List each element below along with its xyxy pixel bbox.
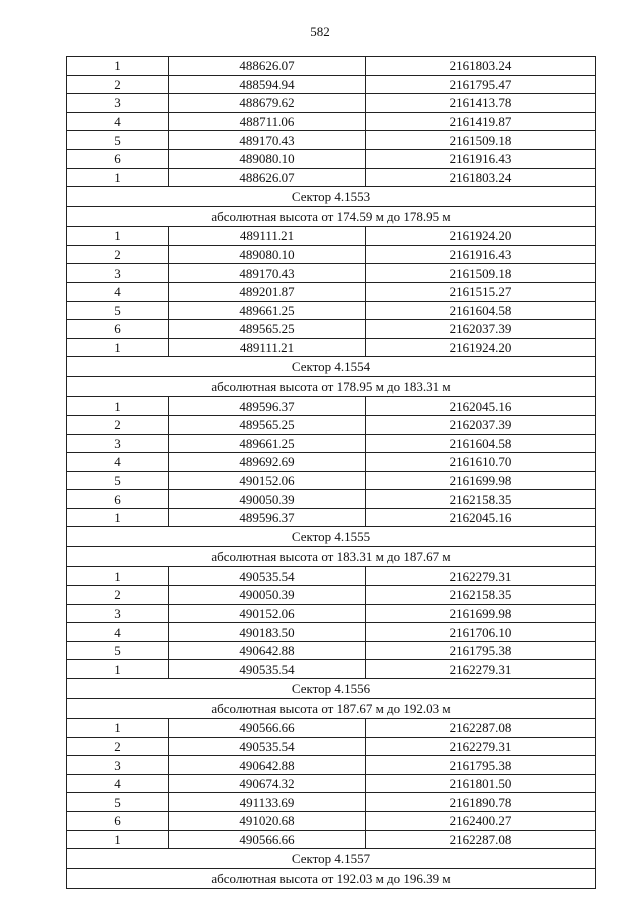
sector-altitude: абсолютная высота от 187.67 м до 192.03 м: [67, 699, 596, 719]
sector-header-row: [67, 679, 596, 699]
point-number-cell: 3: [67, 434, 169, 453]
x-coordinate-cell: 489565.25: [169, 320, 366, 339]
x-coordinate-cell: 489170.43: [169, 264, 366, 283]
y-coordinate-cell: 2162158.35: [366, 586, 596, 605]
x-coordinate-cell: 490152.06: [169, 604, 366, 623]
point-number-cell: 1: [67, 168, 169, 187]
table-row: [67, 604, 596, 623]
y-coordinate-cell: 2162287.08: [366, 830, 596, 849]
point-number-cell: 1: [67, 660, 169, 679]
point-number-cell: 5: [67, 471, 169, 490]
point-number-cell: 2: [67, 415, 169, 434]
table-row: [67, 490, 596, 509]
sector-header-row: [67, 187, 596, 207]
x-coordinate-cell: 489170.43: [169, 131, 366, 150]
table-row: [67, 660, 596, 679]
y-coordinate-cell: 2161795.38: [366, 756, 596, 775]
y-coordinate-cell: 2161803.24: [366, 168, 596, 187]
point-number-cell: 3: [67, 604, 169, 623]
y-coordinate-cell: 2161419.87: [366, 112, 596, 131]
sector-header-row: [67, 207, 596, 227]
x-coordinate-cell: 489661.25: [169, 434, 366, 453]
point-number-cell: 6: [67, 812, 169, 831]
point-number-cell: 1: [67, 338, 169, 357]
sector-header-row: [67, 547, 596, 567]
sector-header-row: [67, 699, 596, 719]
x-coordinate-cell: 490674.32: [169, 774, 366, 793]
point-number-cell: 2: [67, 737, 169, 756]
sector-title: Сектор 4.1554: [67, 357, 596, 377]
x-coordinate-cell: 490535.54: [169, 737, 366, 756]
point-number-cell: 4: [67, 774, 169, 793]
x-coordinate-cell: 489596.37: [169, 508, 366, 527]
point-number-cell: 4: [67, 112, 169, 131]
x-coordinate-cell: 490152.06: [169, 471, 366, 490]
point-number-cell: 1: [67, 719, 169, 738]
y-coordinate-cell: 2162279.31: [366, 660, 596, 679]
y-coordinate-cell: 2161795.38: [366, 641, 596, 660]
x-coordinate-cell: 488679.62: [169, 94, 366, 113]
point-number-cell: 6: [67, 490, 169, 509]
point-number-cell: 1: [67, 830, 169, 849]
table-row: [67, 149, 596, 168]
table-row: [67, 282, 596, 301]
coordinates-table: [66, 56, 596, 889]
x-coordinate-cell: 489661.25: [169, 301, 366, 320]
point-number-cell: 6: [67, 320, 169, 339]
point-number-cell: 5: [67, 641, 169, 660]
y-coordinate-cell: 2162037.39: [366, 415, 596, 434]
point-number-cell: 2: [67, 245, 169, 264]
x-coordinate-cell: 490535.54: [169, 567, 366, 586]
y-coordinate-cell: 2161515.27: [366, 282, 596, 301]
point-number-cell: 4: [67, 623, 169, 642]
sector-header-row: [67, 849, 596, 869]
x-coordinate-cell: 490050.39: [169, 490, 366, 509]
table-row: [67, 168, 596, 187]
x-coordinate-cell: 490566.66: [169, 719, 366, 738]
x-coordinate-cell: 488711.06: [169, 112, 366, 131]
table-row: [67, 131, 596, 150]
x-coordinate-cell: 489080.10: [169, 149, 366, 168]
point-number-cell: 3: [67, 264, 169, 283]
y-coordinate-cell: 2162045.16: [366, 397, 596, 416]
table-row: [67, 264, 596, 283]
y-coordinate-cell: 2161604.58: [366, 301, 596, 320]
point-number-cell: 1: [67, 57, 169, 76]
point-number-cell: 4: [67, 282, 169, 301]
point-number-cell: 2: [67, 586, 169, 605]
y-coordinate-cell: 2161699.98: [366, 471, 596, 490]
table-row: [67, 623, 596, 642]
y-coordinate-cell: 2161890.78: [366, 793, 596, 812]
table-row: [67, 719, 596, 738]
y-coordinate-cell: 2162287.08: [366, 719, 596, 738]
y-coordinate-cell: 2161610.70: [366, 453, 596, 472]
x-coordinate-cell: 490642.88: [169, 641, 366, 660]
y-coordinate-cell: 2161924.20: [366, 338, 596, 357]
table-row: [67, 415, 596, 434]
x-coordinate-cell: 489111.21: [169, 338, 366, 357]
y-coordinate-cell: 2161916.43: [366, 245, 596, 264]
x-coordinate-cell: 489565.25: [169, 415, 366, 434]
table-row: [67, 434, 596, 453]
sector-title: Сектор 4.1553: [67, 187, 596, 207]
y-coordinate-cell: 2162279.31: [366, 737, 596, 756]
y-coordinate-cell: 2161413.78: [366, 94, 596, 113]
sector-header-row: [67, 869, 596, 889]
point-number-cell: 4: [67, 453, 169, 472]
sector-altitude: абсолютная высота от 178.95 м до 183.31 м: [67, 377, 596, 397]
table-row: [67, 338, 596, 357]
x-coordinate-cell: 489596.37: [169, 397, 366, 416]
x-coordinate-cell: 489201.87: [169, 282, 366, 301]
y-coordinate-cell: 2162045.16: [366, 508, 596, 527]
x-coordinate-cell: 490183.50: [169, 623, 366, 642]
x-coordinate-cell: 490642.88: [169, 756, 366, 775]
sector-altitude: абсолютная высота от 183.31 м до 187.67 м: [67, 547, 596, 567]
table-row: [67, 320, 596, 339]
x-coordinate-cell: 488594.94: [169, 75, 366, 94]
point-number-cell: 5: [67, 301, 169, 320]
point-number-cell: 1: [67, 227, 169, 246]
y-coordinate-cell: 2161795.47: [366, 75, 596, 94]
table-row: [67, 641, 596, 660]
x-coordinate-cell: 489692.69: [169, 453, 366, 472]
x-coordinate-cell: 491133.69: [169, 793, 366, 812]
point-number-cell: 5: [67, 131, 169, 150]
table-row: [67, 57, 596, 76]
y-coordinate-cell: 2161706.10: [366, 623, 596, 642]
sector-header-row: [67, 357, 596, 377]
y-coordinate-cell: 2161801.50: [366, 774, 596, 793]
sector-header-row: [67, 527, 596, 547]
point-number-cell: 3: [67, 756, 169, 775]
table-row: [67, 830, 596, 849]
point-number-cell: 3: [67, 94, 169, 113]
table-row: [67, 774, 596, 793]
table-row: [67, 453, 596, 472]
y-coordinate-cell: 2161924.20: [366, 227, 596, 246]
y-coordinate-cell: 2161803.24: [366, 57, 596, 76]
point-number-cell: 1: [67, 397, 169, 416]
table-row: [67, 112, 596, 131]
y-coordinate-cell: 2162158.35: [366, 490, 596, 509]
point-number-cell: 2: [67, 75, 169, 94]
y-coordinate-cell: 2161509.18: [366, 264, 596, 283]
sector-altitude: абсолютная высота от 174.59 м до 178.95 м: [67, 207, 596, 227]
sector-title: Сектор 4.1556: [67, 679, 596, 699]
point-number-cell: 1: [67, 567, 169, 586]
table-row: [67, 756, 596, 775]
table-row: [67, 245, 596, 264]
page-number: 582: [310, 24, 330, 39]
x-coordinate-cell: 490050.39: [169, 586, 366, 605]
table-row: [67, 793, 596, 812]
sector-title: Сектор 4.1555: [67, 527, 596, 547]
table-row: [67, 75, 596, 94]
y-coordinate-cell: 2161916.43: [366, 149, 596, 168]
table-row: [67, 812, 596, 831]
y-coordinate-cell: 2161509.18: [366, 131, 596, 150]
y-coordinate-cell: 2161604.58: [366, 434, 596, 453]
y-coordinate-cell: 2161699.98: [366, 604, 596, 623]
point-number-cell: 1: [67, 508, 169, 527]
x-coordinate-cell: 490535.54: [169, 660, 366, 679]
sector-header-row: [67, 377, 596, 397]
sector-altitude: абсолютная высота от 192.03 м до 196.39 м: [67, 869, 596, 889]
table-row: [67, 301, 596, 320]
y-coordinate-cell: 2162279.31: [366, 567, 596, 586]
sector-title: Сектор 4.1557: [67, 849, 596, 869]
y-coordinate-cell: 2162400.27: [366, 812, 596, 831]
table-row: [67, 94, 596, 113]
table-row: [67, 586, 596, 605]
table-row: [67, 397, 596, 416]
table-row: [67, 567, 596, 586]
x-coordinate-cell: 489080.10: [169, 245, 366, 264]
coordinates-table-body: [67, 57, 596, 889]
point-number-cell: 5: [67, 793, 169, 812]
point-number-cell: 6: [67, 149, 169, 168]
table-row: [67, 737, 596, 756]
x-coordinate-cell: 488626.07: [169, 168, 366, 187]
x-coordinate-cell: 489111.21: [169, 227, 366, 246]
x-coordinate-cell: 491020.68: [169, 812, 366, 831]
x-coordinate-cell: 490566.66: [169, 830, 366, 849]
y-coordinate-cell: 2162037.39: [366, 320, 596, 339]
table-row: [67, 227, 596, 246]
x-coordinate-cell: 488626.07: [169, 57, 366, 76]
table-row: [67, 471, 596, 490]
table-row: [67, 508, 596, 527]
